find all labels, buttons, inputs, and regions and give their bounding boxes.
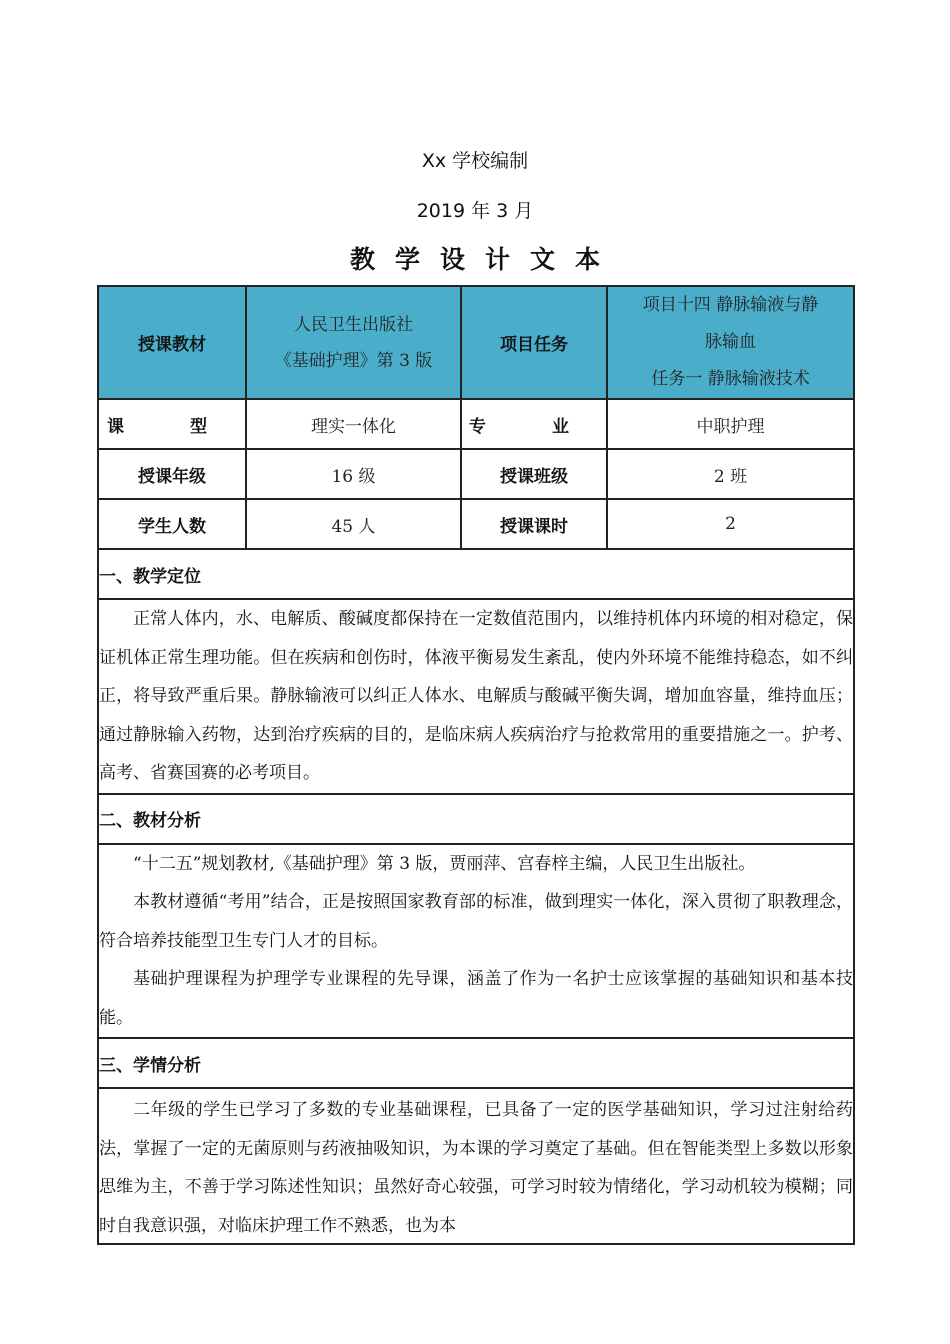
hours-value: 2 — [607, 499, 854, 549]
document-title: 教学设计文本 — [349, 245, 620, 274]
major-value: 中职护理 — [607, 399, 854, 449]
table-header-row — [98, 286, 854, 399]
textbook-line: 《基础护理》第 3 版 — [274, 350, 433, 371]
grade-value: 16 级 — [246, 449, 461, 499]
section-title-row — [98, 1038, 854, 1088]
textbook-line: 人民卫生出版社 — [294, 314, 413, 335]
lesson-plan-table — [97, 285, 855, 1245]
section-title: 一、教学定位 — [98, 549, 854, 599]
task-value — [607, 286, 854, 399]
class-label: 授课班级 — [461, 449, 607, 499]
hours-label: 授课课时 — [461, 499, 607, 549]
section-body-row — [98, 1088, 854, 1244]
course-type-value: 理实一体化 — [246, 399, 461, 449]
section-title: 三、学情分析 — [98, 1038, 854, 1088]
table-row — [98, 499, 854, 549]
paragraph: “十二五”规划教材,《基础护理》第 3 版，贾丽萍、宫春梓主编，人民卫生出版社。 — [133, 853, 756, 874]
section-body — [98, 1088, 854, 1244]
major-label: 专 业 — [461, 399, 607, 449]
school-name: Xx 学校编制 — [421, 150, 529, 172]
paragraph: 本教材遵循“考用”结合，正是按照国家教育部的标准，做到理实一体化，深入贯彻了职教理念，符合培养技能型卫生专门人才的目标。 — [99, 892, 853, 951]
course-type-label: 课 型 — [98, 399, 246, 449]
table-row — [98, 449, 854, 499]
section-body-row — [98, 844, 854, 1039]
document-date: 2019 年 3 月 — [416, 200, 534, 222]
section-title: 二、教材分析 — [98, 794, 854, 844]
paragraph: 基础护理课程为护理学专业课程的先导课，涵盖了作为一名护士应该掌握的基础知识和基本技能。 — [99, 969, 853, 1028]
task-line: 项目十四 静脉输液与静 — [642, 295, 819, 315]
paragraph: 二年级的学生已学习了多数的专业基础课程，已具备了一定的医学基础知识，学习过注射给药法，掌握了一定的无菌原则与药液抽吸知识，为本课的学习奠定了基础。但在智能类型上多数以形象思维为主，不善于学习陈述性知识；虽然好奇心较强，可学习时较为情绪化，学习动机较为模糊；同时自我意识强，对临床护理工作不熟悉，也为本 — [99, 1100, 853, 1236]
section-title-row — [98, 549, 854, 599]
paragraph: 正常人体内，水、电解质、酸碱度都保持在一定数值范围内，以维持机体内环境的相对稳定，保证机体正常生理功能。但在疾病和创伤时，体液平衡易发生紊乱，使内外环境不能维持稳态，如不纠正，将导致严重后果。静脉输液可以纠正人体水、电解质与酸碱平衡失调，增加血容量，维持血压；通过静脉输入药物，达到治疗疾病的目的，是临床病人疾病治疗与抢救常用的重要措施之一。护考、高考、省赛国赛的必考项目。 — [99, 609, 853, 783]
students-value: 45 人 — [246, 499, 461, 549]
section-body — [98, 599, 854, 794]
textbook-value — [246, 286, 461, 399]
table-row — [98, 399, 854, 449]
task-label: 项目任务 — [461, 286, 607, 399]
section-title-row — [98, 794, 854, 844]
section-body-row — [98, 599, 854, 794]
section-body — [98, 844, 854, 1039]
task-line: 任务一 静脉输液技术 — [651, 369, 810, 389]
task-line: 脉输血 — [705, 332, 756, 352]
students-label: 学生人数 — [98, 499, 246, 549]
class-value: 2 班 — [607, 449, 854, 499]
grade-label: 授课年级 — [98, 449, 246, 499]
textbook-label: 授课教材 — [98, 286, 246, 399]
